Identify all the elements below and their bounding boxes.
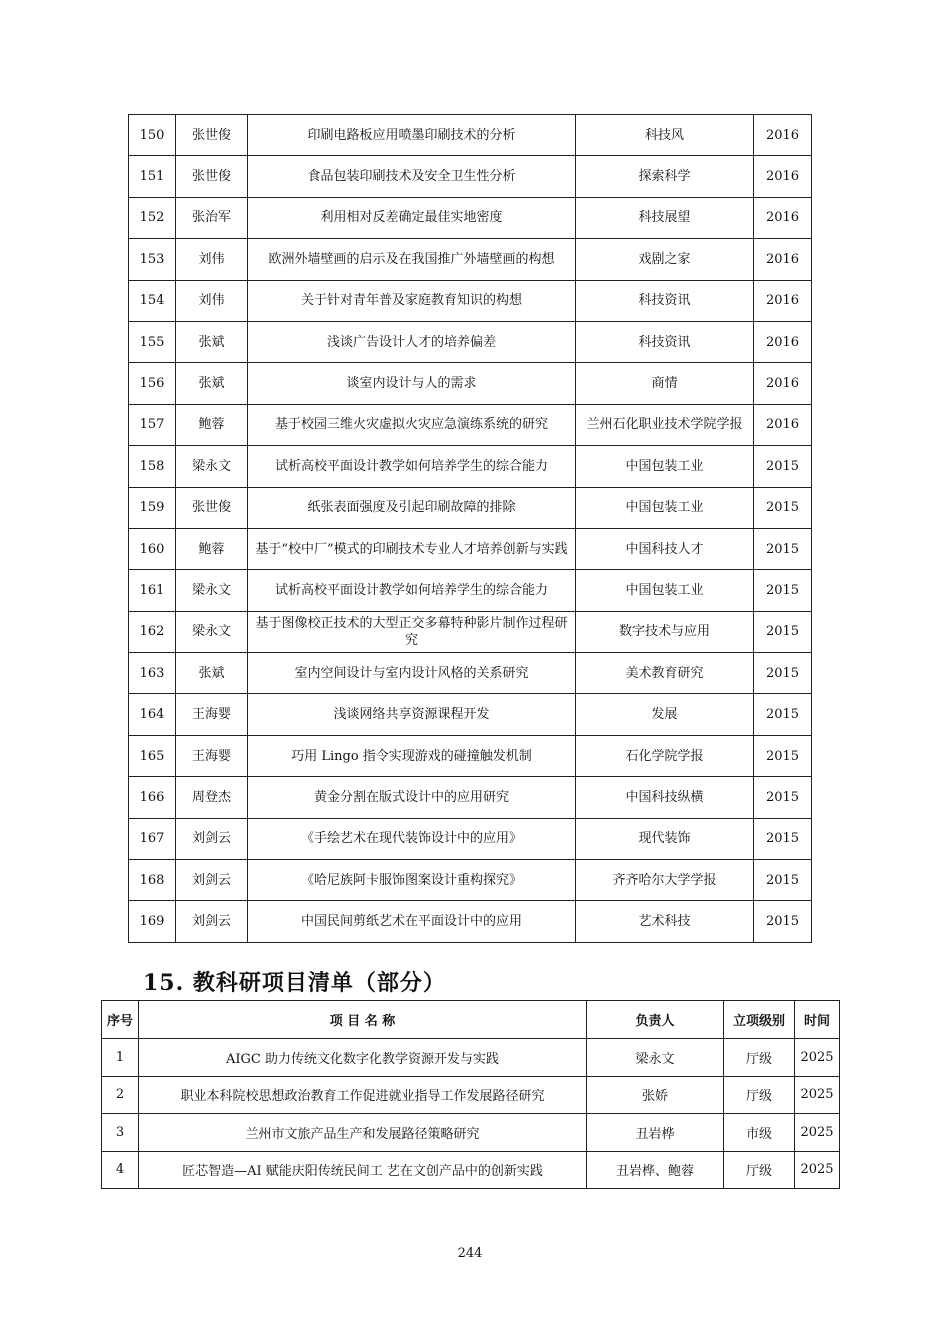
cell-author: 刘剑云 bbox=[176, 901, 248, 942]
cell-paper-title: 食品包装印刷技术及安全卫生性分析 bbox=[248, 156, 576, 197]
table-row bbox=[129, 570, 812, 611]
cell-author: 王海婴 bbox=[176, 694, 248, 735]
cell-journal: 探索科学 bbox=[576, 156, 754, 197]
cell-leader: 丑岩桦、鲍蓉 bbox=[587, 1151, 724, 1189]
papers-table bbox=[128, 114, 812, 943]
cell-paper-title: 基于“校中厂”模式的印刷技术专业人才培养创新与实践 bbox=[248, 528, 576, 569]
table-row bbox=[102, 1039, 840, 1077]
cell-paper-title: 欧洲外墙壁画的启示及在我国推广外墙壁画的构想 bbox=[248, 239, 576, 280]
cell-author: 张世俊 bbox=[176, 115, 248, 156]
papers-table-body bbox=[129, 115, 812, 943]
cell-journal: 发展 bbox=[576, 694, 754, 735]
cell-author: 王海婴 bbox=[176, 735, 248, 776]
cell-index: 153 bbox=[129, 239, 176, 280]
cell-paper-title: 纸张表面强度及引起印刷故障的排除 bbox=[248, 487, 576, 528]
cell-project-name: 匠芯智造—AI 赋能庆阳传统民间工 艺在文创产品中的创新实践 bbox=[139, 1151, 587, 1189]
cell-index: 154 bbox=[129, 280, 176, 321]
cell-author: 刘剑云 bbox=[176, 818, 248, 859]
cell-year: 2025 bbox=[795, 1076, 840, 1114]
cell-index: 151 bbox=[129, 156, 176, 197]
cell-year: 2025 bbox=[795, 1114, 840, 1152]
cell-year: 2015 bbox=[754, 487, 812, 528]
cell-journal: 中国科技人才 bbox=[576, 528, 754, 569]
cell-year: 2016 bbox=[754, 197, 812, 238]
cell-journal: 数字技术与应用 bbox=[576, 611, 754, 652]
cell-year: 2015 bbox=[754, 901, 812, 942]
cell-index: 160 bbox=[129, 528, 176, 569]
cell-index: 165 bbox=[129, 735, 176, 776]
cell-author: 梁永文 bbox=[176, 446, 248, 487]
cell-leader: 丑岩桦 bbox=[587, 1114, 724, 1152]
cell-paper-title: 印刷电路板应用喷墨印刷技术的分析 bbox=[248, 115, 576, 156]
table-row bbox=[129, 653, 812, 694]
cell-author: 张世俊 bbox=[176, 487, 248, 528]
cell-journal: 科技资讯 bbox=[576, 321, 754, 362]
cell-index: 167 bbox=[129, 818, 176, 859]
cell-index: 164 bbox=[129, 694, 176, 735]
cell-author: 梁永文 bbox=[176, 611, 248, 652]
table-row bbox=[129, 487, 812, 528]
cell-index: 161 bbox=[129, 570, 176, 611]
cell-index: 2 bbox=[102, 1076, 139, 1114]
table-row bbox=[129, 735, 812, 776]
cell-paper-title: 试析高校平面设计教学如何培养学生的综合能力 bbox=[248, 446, 576, 487]
cell-paper-title: 谈室内设计与人的需求 bbox=[248, 363, 576, 404]
cell-journal: 中国科技纵横 bbox=[576, 777, 754, 818]
cell-paper-title: 中国民间剪纸艺术在平面设计中的应用 bbox=[248, 901, 576, 942]
cell-paper-title: 《哈尼族阿卡服饰图案设计重构探究》 bbox=[248, 860, 576, 901]
cell-year: 2016 bbox=[754, 363, 812, 404]
header-year: 时间 bbox=[795, 1001, 840, 1039]
cell-journal: 美术教育研究 bbox=[576, 653, 754, 694]
table-row bbox=[129, 901, 812, 942]
cell-author: 张斌 bbox=[176, 363, 248, 404]
cell-author: 张世俊 bbox=[176, 156, 248, 197]
cell-author: 张斌 bbox=[176, 653, 248, 694]
cell-level: 厅级 bbox=[724, 1039, 795, 1077]
cell-author: 刘伟 bbox=[176, 280, 248, 321]
cell-year: 2015 bbox=[754, 446, 812, 487]
cell-paper-title: 黄金分割在版式设计中的应用研究 bbox=[248, 777, 576, 818]
cell-index: 157 bbox=[129, 404, 176, 445]
cell-leader: 张娇 bbox=[587, 1076, 724, 1114]
cell-paper-title: 巧用 Lingo 指令实现游戏的碰撞触发机制 bbox=[248, 735, 576, 776]
cell-index: 4 bbox=[102, 1151, 139, 1189]
table-row bbox=[129, 239, 812, 280]
cell-project-name: AIGC 助力传统文化数字化教学资源开发与实践 bbox=[139, 1039, 587, 1077]
cell-level: 市级 bbox=[724, 1114, 795, 1152]
table-row bbox=[102, 1076, 840, 1114]
table-row bbox=[129, 197, 812, 238]
cell-project-name: 职业本科院校思想政治教育工作促进就业指导工作发展路径研究 bbox=[139, 1076, 587, 1114]
cell-author: 周登杰 bbox=[176, 777, 248, 818]
cell-paper-title: 试析高校平面设计教学如何培养学生的综合能力 bbox=[248, 570, 576, 611]
cell-year: 2016 bbox=[754, 404, 812, 445]
cell-year: 2016 bbox=[754, 280, 812, 321]
cell-year: 2015 bbox=[754, 570, 812, 611]
cell-journal: 兰州石化职业技术学院学报 bbox=[576, 404, 754, 445]
cell-author: 张治军 bbox=[176, 197, 248, 238]
cell-paper-title: 基于校园三维火灾虚拟火灾应急演练系统的研究 bbox=[248, 404, 576, 445]
projects-header-row bbox=[102, 1001, 840, 1039]
cell-index: 166 bbox=[129, 777, 176, 818]
cell-year: 2025 bbox=[795, 1151, 840, 1189]
cell-year: 2015 bbox=[754, 818, 812, 859]
cell-paper-title: 关于针对青年普及家庭教育知识的构想 bbox=[248, 280, 576, 321]
cell-journal: 中国包装工业 bbox=[576, 446, 754, 487]
cell-author: 鲍蓉 bbox=[176, 528, 248, 569]
cell-author: 梁永文 bbox=[176, 570, 248, 611]
table-row bbox=[129, 280, 812, 321]
cell-author: 刘伟 bbox=[176, 239, 248, 280]
table-row bbox=[129, 115, 812, 156]
page-number: 244 bbox=[457, 1246, 483, 1261]
header-index: 序号 bbox=[102, 1001, 139, 1039]
cell-year: 2015 bbox=[754, 653, 812, 694]
cell-paper-title: 室内空间设计与室内设计风格的关系研究 bbox=[248, 653, 576, 694]
cell-journal: 石化学院学报 bbox=[576, 735, 754, 776]
cell-level: 厅级 bbox=[724, 1076, 795, 1114]
table-row bbox=[129, 446, 812, 487]
cell-leader: 梁永文 bbox=[587, 1039, 724, 1077]
cell-year: 2016 bbox=[754, 115, 812, 156]
cell-paper-title: 基于图像校正技术的大型正交多幕特种影片制作过程研究 bbox=[248, 611, 576, 652]
table-row bbox=[129, 611, 812, 652]
table-row bbox=[102, 1114, 840, 1152]
cell-paper-title: 《手绘艺术在现代装饰设计中的应用》 bbox=[248, 818, 576, 859]
header-project-name: 项 目 名 称 bbox=[139, 1001, 587, 1039]
cell-year: 2015 bbox=[754, 694, 812, 735]
table-row bbox=[129, 860, 812, 901]
cell-level: 厅级 bbox=[724, 1151, 795, 1189]
header-leader: 负责人 bbox=[587, 1001, 724, 1039]
table-row bbox=[102, 1151, 840, 1189]
cell-index: 168 bbox=[129, 860, 176, 901]
cell-author: 刘剑云 bbox=[176, 860, 248, 901]
cell-year: 2015 bbox=[754, 777, 812, 818]
cell-index: 3 bbox=[102, 1114, 139, 1152]
cell-year: 2016 bbox=[754, 156, 812, 197]
cell-index: 159 bbox=[129, 487, 176, 528]
projects-table bbox=[101, 1000, 840, 1189]
table-row bbox=[129, 694, 812, 735]
cell-index: 158 bbox=[129, 446, 176, 487]
cell-journal: 科技资讯 bbox=[576, 280, 754, 321]
cell-index: 1 bbox=[102, 1039, 139, 1077]
cell-index: 152 bbox=[129, 197, 176, 238]
header-level: 立项级别 bbox=[724, 1001, 795, 1039]
cell-paper-title: 浅谈网络共享资源课程开发 bbox=[248, 694, 576, 735]
table-row bbox=[129, 321, 812, 362]
cell-year: 2025 bbox=[795, 1039, 840, 1077]
cell-year: 2016 bbox=[754, 239, 812, 280]
cell-index: 150 bbox=[129, 115, 176, 156]
table-row bbox=[129, 156, 812, 197]
cell-paper-title: 利用相对反差确定最佳实地密度 bbox=[248, 197, 576, 238]
cell-index: 155 bbox=[129, 321, 176, 362]
cell-index: 162 bbox=[129, 611, 176, 652]
cell-index: 169 bbox=[129, 901, 176, 942]
cell-journal: 戏剧之家 bbox=[576, 239, 754, 280]
cell-journal: 中国包装工业 bbox=[576, 570, 754, 611]
section-heading: 15. 教科研项目清单（部分） bbox=[143, 970, 446, 996]
cell-paper-title: 浅谈广告设计人才的培养偏差 bbox=[248, 321, 576, 362]
cell-year: 2015 bbox=[754, 860, 812, 901]
cell-journal: 现代装饰 bbox=[576, 818, 754, 859]
cell-year: 2015 bbox=[754, 528, 812, 569]
cell-index: 163 bbox=[129, 653, 176, 694]
cell-project-name: 兰州市文旅产品生产和发展路径策略研究 bbox=[139, 1114, 587, 1152]
cell-year: 2016 bbox=[754, 321, 812, 362]
cell-journal: 中国包装工业 bbox=[576, 487, 754, 528]
table-row bbox=[129, 777, 812, 818]
cell-author: 张斌 bbox=[176, 321, 248, 362]
cell-index: 156 bbox=[129, 363, 176, 404]
cell-journal: 科技展望 bbox=[576, 197, 754, 238]
table-row bbox=[129, 818, 812, 859]
cell-journal: 商情 bbox=[576, 363, 754, 404]
cell-author: 鲍蓉 bbox=[176, 404, 248, 445]
table-row bbox=[129, 528, 812, 569]
cell-journal: 齐齐哈尔大学学报 bbox=[576, 860, 754, 901]
cell-journal: 艺术科技 bbox=[576, 901, 754, 942]
table-row bbox=[129, 363, 812, 404]
cell-year: 2015 bbox=[754, 611, 812, 652]
cell-year: 2015 bbox=[754, 735, 812, 776]
cell-journal: 科技风 bbox=[576, 115, 754, 156]
projects-table-body bbox=[102, 1039, 840, 1189]
table-row bbox=[129, 404, 812, 445]
